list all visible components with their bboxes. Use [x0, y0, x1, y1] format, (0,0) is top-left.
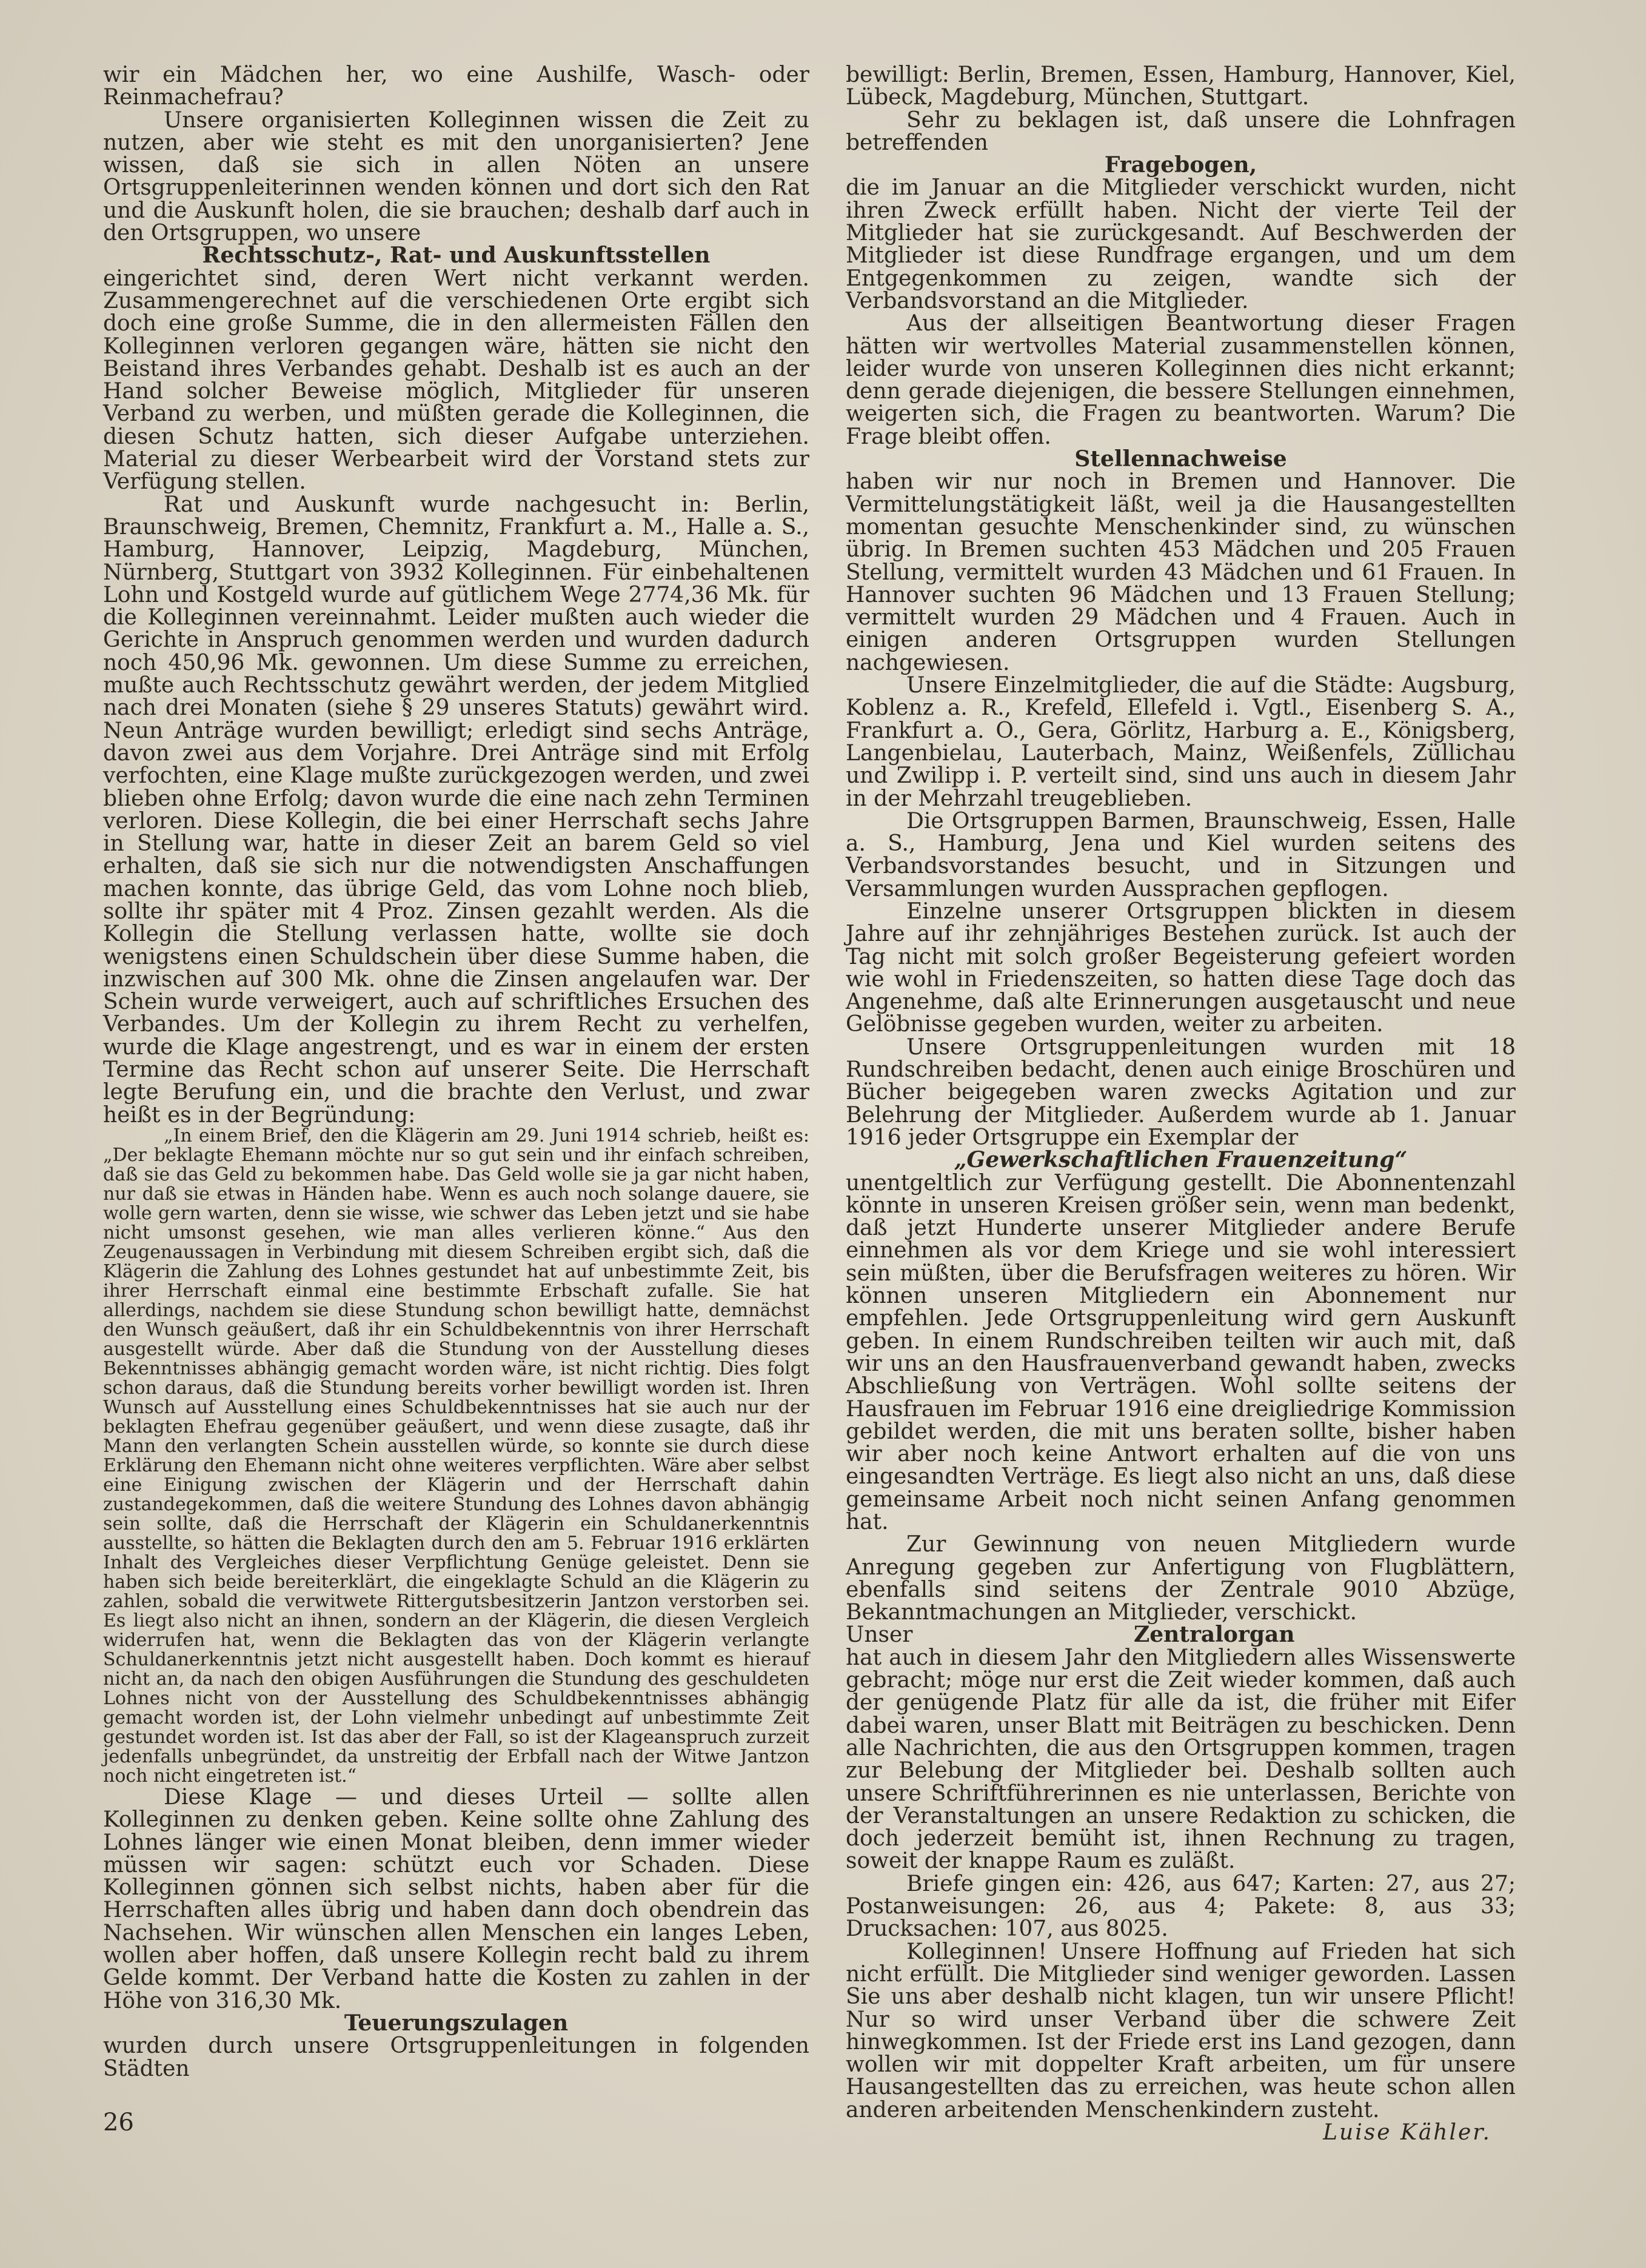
paragraph: Unsere organisierten Kolleginnen wissen die Zeit zu nutzen, aber wie steht es mit den unorganisierten? Jene wissen, daß sie sich in allen Nöten an unsere Ortsgruppenleiterinnen wenden können und dort sich den Rat und die Auskunft holen, die sie brauchen; deshalb darf auch in den Ortsgruppen, wo unsere: [103, 107, 809, 246]
paragraph: Briefe gingen ein: 426, aus 647; Karten: 27, aus 27; Postanweisungen: 26, aus 4; Pakete: 8, aus 33; Drucksachen: 107, aus 8025.: [846, 1871, 1516, 1942]
inline-section-heading: [846, 1624, 1516, 1646]
section-heading: Rechtsschutz-, Rat- und Auskunftsstellen: [202, 243, 711, 269]
paragraph: Rat und Auskunft wurde nachgesucht in: Berlin, Braunschweig, Bremen, Chemnitz, Frankfurt a. M., Halle a. S., Hamburg, Hannover, Leipzig, Magdeburg, München, Nürnberg, Stuttgart von 3932 Kolleginnen. Für einbehaltenen Lohn und Kostgeld wurde auf gütlichem Wege 2774,36 Mk. für die Kolleginnen vereinnahmt. Leider mußten auch wieder die Gerichte in Anspruch genommen werden und wurden dadurch noch 450,96 Mk. gewonnen. Um diese Summe zu erreichen, mußte auch Rechtsschutz gewährt werden, der jedem Mitglied nach drei Monaten (siehe § 29 unseres Statuts) gewährt wird. Neun Anträge wurden bewilligt; erledigt sind sechs Anträge, davon zwei aus dem Vorjahre. Drei Anträge sind mit Erfolg verfochten, eine Klage mußte zurückgezogen werden, und zwei blieben ohne Erfolg; davon wurde die eine nach zehn Terminen verloren. Diese Kollegin, die bei einer Herrschaft sechs Jahre in Stellung war, hatte in dieser Zeit an barem Geld so viel erhalten, daß sie sich nur die notwendigsten Anschaffungen machen konnte, das übrige Geld, das vom Lohne noch blieb, sollte ihr später mit 4 Proz. Zinsen gezahlt werden. Als die Kollegin die Stellung verlassen hatte, wollte sie doch wenigstens einen Schuldschein über diese Summe haben, die inzwischen auf 300 Mk. ohne die Zinsen angelaufen war. Der Schein wurde verweigert, auch auf schriftliches Ersuchen des Verbandes. Um der Kollegin zu ihrem Recht zu verhelfen, wurde die Klage angestrengt, und es war in einem der ersten Termine das Recht schon auf unserer Seite. Die Herrschaft legte Berufung ein, und die brachte den Verlust, und zwar heißt es in der Begründung:: [103, 492, 809, 1128]
court-ruling-quote: „In einem Brief, den die Klägerin am 29. Juni 1914 schrieb, heißt es: „Der beklagte Ehemann möchte nur so gut sein und ihr einfach schreiben, daß sie das Geld zu bekommen habe. Das Geld wolle sie ja gar nicht haben, nur daß sie etwas in Händen habe. Wenn es auch noch solange dauere, sie wolle gern warten, denn sie wisse, wie schwer das Leben jetzt und sie habe nicht umsonst gesehen, wie man alles verlieren könne.“ Aus den Zeugenaussagen in Verbindung mit diesem Schreiben ergibt sich, daß die Klägerin die Zahlung des Lohnes gestundet hat auf unbestimmte Zeit, bis ihrer Herrschaft einmal eine bestimmte Erbschaft zufalle. Sie hat allerdings, nachdem sie diese Stundung schon bewilligt hatte, demnächst den Wunsch geäußert, daß ihr ein Schuldbekenntnis von ihrer Herrschaft ausgestellt würde. Aber daß die Stundung von der Ausstellung dieses Bekenntnisses abhängig gemacht worden wäre, ist nicht richtig. Dies folgt schon daraus, daß die Stundung bereits vorher bewilligt worden ist. Ihren Wunsch auf Ausstellung eines Schuldbekenntnisses hat sie auch nur der beklagten Ehefrau gegenüber geäußert, und wenn diese zusagte, daß ihr Mann den verlangten Schein ausstellen würde, so konnte sie durch diese Erklärung den Ehemann nicht ohne weiteres verpflichten. Wäre aber selbst eine Einigung zwischen der Klägerin und der Herrschaft dahin zustandegekommen, daß die weitere Stundung des Lohnes davon abhängig sein sollte, daß die Herrschaft der Klägerin ein Schuldanerkenntnis ausstellte, so hätten die Beklagten durch den am 5. Februar 1916 erklärten Inhalt des Vergleiches dieser Verpflichtung Genüge geleistet. Denn sie haben sich beide bereiterklärt, die eingeklagte Schuld an die Klägerin zu zahlen, sobald die verwitwete Rittergutsbesitzerin Jantzon verstorben sei. Es liegt also nicht an ihnen, sondern an der Klägerin, die diesen Vergleich widerrufen hat, wenn die Beklagten das von der Klägerin verlangte Schuldanerkenntnis jetzt nicht ausgestellt haben. Doch kommt es hierauf nicht an, da nach den obigen Ausführungen die Stundung des geschuldeten Lohnes nicht von der Ausstellung des Schuldbekenntnisses abhängig gemacht worden ist, der Lohn vielmehr unbedingt auf unbestimmte Zeit gestundet worden ist. Ist das aber der Fall, so ist der Klageanspruch zurzeit jedenfalls unbegründet, da unstreitig der Erbfall nach der Witwe Jantzon noch nicht eingetreten ist.“: [103, 1125, 809, 1787]
paragraph: Zur Gewinnung von neuen Mitgliedern wurde Anregung gegeben zur Anfertigung von Flugblättern, ebenfalls sind seitens der Zentrale 9010 Abzüge, Bekanntmachungen an Mitglieder, verschickt.: [846, 1532, 1516, 1625]
left-column: [103, 64, 809, 2080]
section-heading: Fragebogen,: [1104, 152, 1257, 178]
paragraph: hat auch in diesem Jahr den Mitgliedern alles Wissenswerte gebracht; möge nur erst die Zeit wieder kommen, daß auch der genügende Platz für alle da ist, die früher mit Eifer dabei waren, unser Blatt mit Beiträgen zu beschicken. Denn alle Nachrichten, die aus den Ortsgruppen kommen, tragen zur Belebung der Mitglieder bei. Deshalb sollten auch unsere Schriftführerinnen es nie unterlassen, Berichte von der Veranstaltungen an unsere Redaktion zu schicken, die doch jederzeit bemüht ist, ihnen Rechnung zu tragen, soweit der knappe Raum es zuläßt.: [846, 1645, 1516, 1874]
paragraph: wurden durch unsere Ortsgruppenleitungen in folgenden Städten: [103, 2033, 809, 2081]
paragraph: Einzelne unserer Ortsgruppen blickten in diesem Jahre auf ihr zehnjähriges Bestehen zurück. Ist auch der Tag nicht mit solch großer Begeisterung gefeiert worden wie wohl in Friedenszeiten, so hatten diese Tage doch das Angenehme, daß alte Erinnerungen ausgetauscht und neue Gelöbnisse gegeben wurden, weiter zu arbeiten.: [846, 898, 1516, 1037]
paragraph: die im Januar an die Mitglieder verschickt wurden, nicht ihren Zweck erfüllt haben. Nicht der vierte Teil der Mitglieder hat sie zurückgesandt. Auf Beschwerden der Mitglieder ist diese Rundfrage ergangen, und um dem Entgegenkommen zu zeigen, wandte sich der Verbandsvorstand an die Mitglieder.: [846, 175, 1516, 313]
paragraph: Diese Klage — und dieses Urteil — sollte allen Kolleginnen zu denken geben. Keine sollte ohne Zahlung des Lohnes länger wie einen Monat bleiben, denn immer wieder müssen wir sagen: schützt euch vor Schaden. Diese Kolleginnen gönnen sich selbst nichts, haben aber für die Herrschaften alles übrig und haben dann doch obendrein das Nachsehen. Wir wünschen allen Menschen ein langes Leben, wollen aber hoffen, daß unsere Kollegin recht bald zu ihrem Gelde kommt. Der Verband hatte die Kosten zu zahlen in der Höhe von 316,30 Mk.: [103, 1784, 809, 2013]
paragraph: haben wir nur noch in Bremen und Hannover. Die Vermittelungstätigkeit läßt, weil ja die Hausangestellten momentan gesuchte Menschenkinder sind, zu wünschen übrig. In Bremen suchten 453 Mädchen und 205 Frauen Stellung, vermittelt wurden 43 Mädchen und 61 Frauen. In Hannover suchten 96 Mädchen und 13 Frauen Stellung; vermittelt wurden 29 Mädchen und 4 Frauen. Auch in einigen anderen Ortsgruppen wurden Stellungen nachgewiesen.: [846, 469, 1516, 675]
heading-title: Zentralorgan: [1133, 1622, 1295, 1648]
paragraph: Sehr zu beklagen ist, daß unsere die Lohnfragen betreffenden: [846, 107, 1516, 155]
right-column: [846, 64, 1516, 2144]
page-number: 26: [103, 2109, 134, 2136]
paragraph: eingerichtet sind, deren Wert nicht verkannt werden. Zusammengerechnet auf die verschiedenen Orte ergibt sich doch eine große Summe, die in den allermeisten Fällen den Kolleginnen verloren gegangen wäre, hätten sie nicht den Beistand ihres Verbandes gehabt. Deshalb ist es auch an der Hand solcher Beweise möglich, Mitglieder für unseren Verband zu werben, und müßten gerade die Kolleginnen, die diesen Schutz hatten, sich dieser Aufgabe unterziehen. Material zu dieser Werbearbeit wird der Vorstand stets zur Verfügung stellen.: [103, 266, 809, 495]
paragraph: Die Ortsgruppen Barmen, Braunschweig, Essen, Halle a. S., Hamburg, Jena und Kiel wurden seitens des Verbandsvorstandes besucht, und in Sitzungen und Versammlungen wurden Aussprachen gepflogen.: [846, 808, 1516, 902]
paragraph: Kolleginnen! Unsere Hoffnung auf Frieden hat sich nicht erfüllt. Die Mitglieder sind weniger geworden. Lassen Sie uns aber deshalb nicht klagen, tun wir unsere Pflicht! Nur so wird unser Verband über die schwere Zeit hinwegkommen. Ist der Friede erst ins Land gezogen, dann wollen wir mit doppelter Kraft arbeiten, um für unsere Hausangestellten das zu erreichen, was heute schon allen anderen arbeitenden Menschenkindern zusteht.: [846, 1939, 1516, 2122]
paragraph: Aus der allseitigen Beantwortung dieser Fragen hätten wir wertvolles Material zusammenstellen können, leider wurde von unseren Kolleginnen dies nicht erkannt; denn gerade diejenigen, die bessere Stellungen einnehmen, weigerten sich, die Fragen zu beantworten. Warum? Die Frage bleibt offen.: [846, 311, 1516, 449]
paragraph: bewilligt: Berlin, Bremen, Essen, Hamburg, Hannover, Kiel, Lübeck, Magdeburg, München, Stuttgart.: [846, 62, 1516, 110]
paragraph: Unsere Ortsgruppenleitungen wurden mit 18 Rundschreiben bedacht, denen auch einige Broschüren und Bücher beigegeben waren zwecks Agitation und zur Belehrung der Mitglieder. Außerdem wurde ab 1. Januar 1916 jeder Ortsgruppe ein Exemplar der: [846, 1034, 1516, 1150]
section-heading: Stellennachweise: [1074, 446, 1287, 472]
paragraph: wir ein Mädchen her, wo eine Aushilfe, Wasch- oder Reinmachefrau?: [103, 62, 809, 110]
author-signature: Luise Kähler.: [1323, 2120, 1491, 2146]
paragraph: unentgeltlich zur Verfügung gestellt. Die Abonnentenzahl könnte in unseren Kreisen größer sein, wenn man bedenkt, daß jetzt Hunderte unserer Mitglieder andere Berufe einnehmen als vor dem Kriege und sie wohl interessiert sein müßten, über die Berufsfragen weiteres zu hören. Wir können unseren Mitgliedern ein Abonnement nur empfehlen. Jede Ortsgruppenleitung wird gern Auskunft geben. In einem Rundschreiben teilten wir auch mit, daß wir uns an den Hausfrauenverband gewandt haben, zwecks Abschließung von Verträgen. Wohl sollte seitens der Hausfrauen im Februar 1916 eine dreigliedrige Kommission gebildet werden, die mit uns beraten sollte, bisher haben wir aber noch keine Antwort erhalten auf die von uns eingesandten Verträge. Es liegt also nicht an uns, daß diese gemeinsame Arbeit noch nicht seinen Anfang genommen hat.: [846, 1170, 1516, 1534]
paragraph: Unsere Einzelmitglieder, die auf die Städte: Augsburg, Koblenz a. R., Krefeld, Ellefeld i. Vgtl., Eisenberg S. A., Frankfurt a. O., Gera, Görlitz, Harburg a. E., Königsberg, Langenbielau, Lauterbach, Mainz, Weißenfels, Züllichau und Zwilipp i. P. verteilt sind, sind uns auch in diesem Jahr in der Mehrzahl treugeblieben.: [846, 673, 1516, 811]
section-heading: „Gewerkschaftlichen Frauenzeitung“: [954, 1147, 1408, 1173]
heading-lead-word: Unser: [846, 1622, 913, 1648]
section-heading: Teuerungszulagen: [344, 2010, 569, 2036]
